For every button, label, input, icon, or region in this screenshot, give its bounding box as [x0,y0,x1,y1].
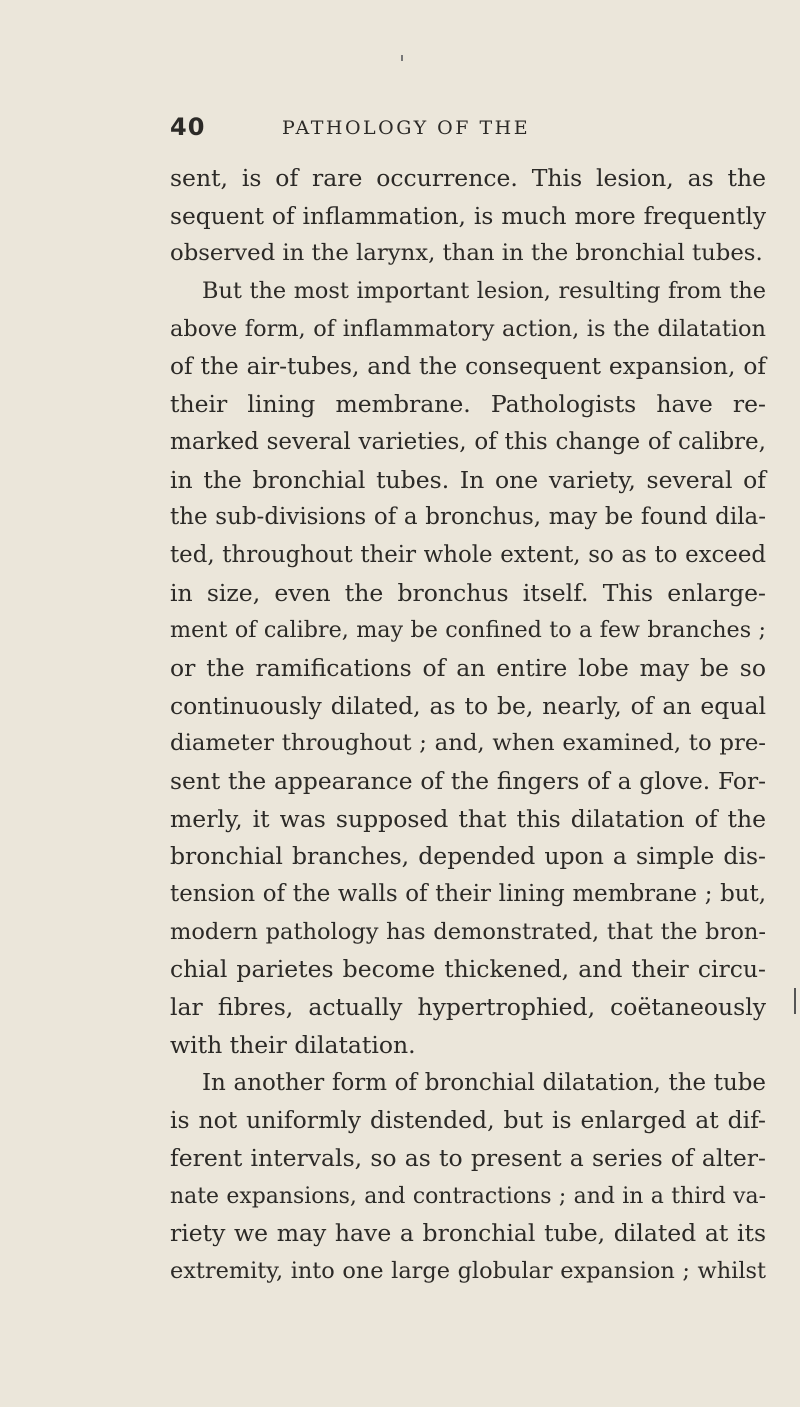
text-line: sent, is of rare occurrence. This lesion, as the [170,164,766,192]
text-line: or the ramifications of an entire lobe may be so [170,653,766,682]
text-line: of the air-tubes, and the consequent expansion, of [170,353,766,381]
text-line: observed in the larynx, than in the bronchial tubes. [170,240,763,267]
text-line: bronchial branches, depended upon a simple dis- [170,842,766,871]
text-line: But the most important lesion, resulting from the [202,278,766,305]
text-line: modern pathology has demonstrated, that the bron- [170,918,766,945]
text-line: nate expansions, and contractions ; and in a third va- [170,1183,766,1209]
text-line: chial parietes become thickened, and their circu- [170,955,766,984]
text-line: their lining membrane. Pathologists have re- [170,390,766,419]
text-line: tension of the walls of their lining membrane ; but, [170,881,766,908]
text-line: sequent of inflammation, is much more frequently [170,201,766,230]
text-line: marked several varieties, of this change of calibre, [170,428,766,455]
text-line: in the bronchial tubes. In one variety, several of [170,465,766,494]
top-speck [401,55,403,61]
text-line: extremity, into one large globular expansion ; whilst [170,1257,766,1284]
body-text [170,160,766,1291]
text-line: ment of calibre, may be confined to a few branches ; [170,617,766,644]
text-line: ted, throughout their whole extent, so as to exceed [170,541,766,568]
text-line: the sub-divisions of a bronchus, may be found dila- [170,504,766,531]
page-header [170,113,770,153]
text-line: with their dilatation. [170,1030,416,1059]
text-line: ferent intervals, so as to present a series of alter- [170,1143,766,1172]
text-line: riety we may have a bronchial tube, dilated at its [170,1219,766,1248]
margin-mark [794,988,796,1014]
text-line: is not uniformly distended, but is enlarged at dif- [170,1106,766,1135]
text-line: above form, of inflammatory action, is the dilatation [170,315,766,342]
text-line: sent the appearance of the fingers of a glove. For- [170,767,766,795]
text-line: diameter throughout ; and, when examined, to pre- [170,730,766,757]
text-line: in size, even the bronchus itself. This enlarge- [170,578,766,607]
text-line: In another form of bronchial dilatation, the tube [202,1069,766,1096]
text-line: continuously dilated, as to be, nearly, of an equal [170,691,766,720]
text-line: merly, it was supposed that this dilatation of the [170,804,766,833]
text-line: lar fibres, actually hypertrophied, coëtaneously [170,993,766,1022]
page-number: 40 [170,113,206,141]
running-head: PATHOLOGY OF THE [282,117,531,139]
